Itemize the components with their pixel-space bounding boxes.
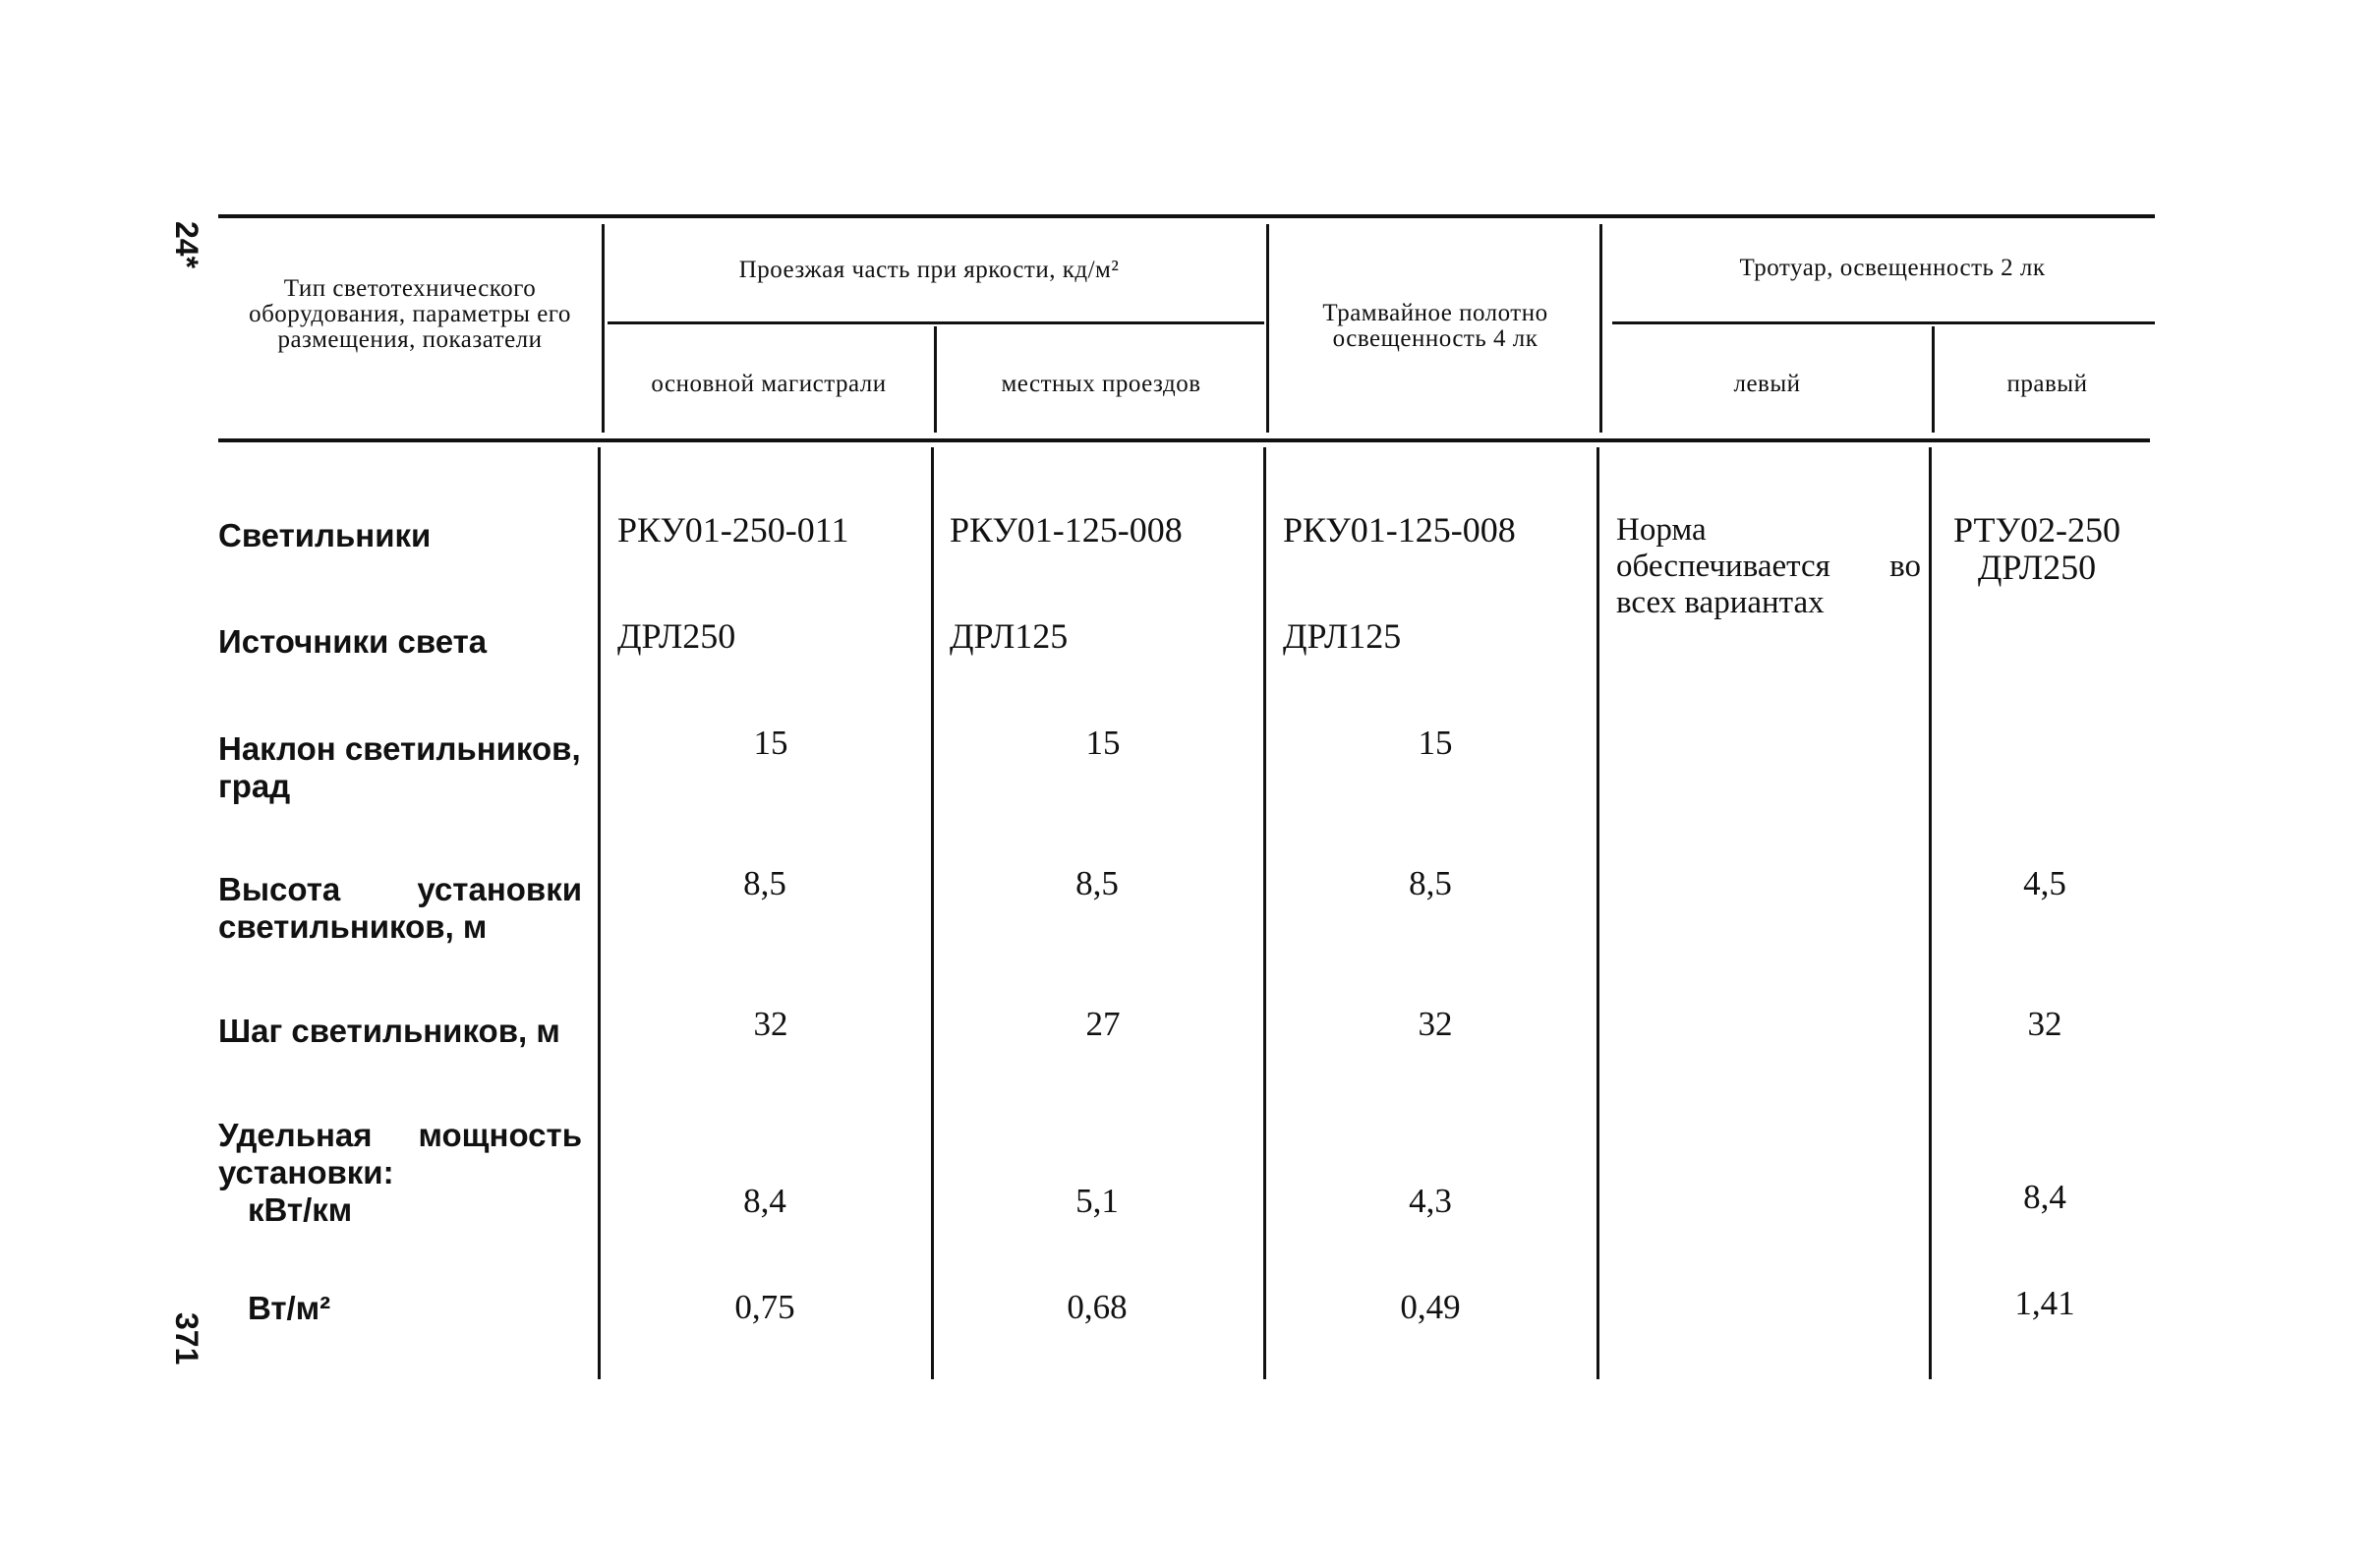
- cell-tram: 0,49: [1400, 1288, 1461, 1326]
- cell-main: 8,5: [743, 864, 786, 902]
- cell-tram: 8,5: [1409, 864, 1452, 902]
- row-label: Светильники: [218, 517, 432, 553]
- cell-main: РКУ01-250-011: [617, 510, 849, 550]
- cell-main: 8,4: [743, 1182, 786, 1220]
- cell-tram: ДРЛ125: [1283, 616, 1402, 656]
- header-divider: [1599, 224, 1602, 433]
- header-col-tram: Трамвайное полотно освещенность 4 лк: [1322, 300, 1548, 352]
- cell-local: ДРЛ125: [950, 616, 1069, 656]
- cell-main: ДРЛ250: [617, 616, 736, 656]
- left-sidewalk-note: Норма обеспечивается во всех вариантах: [1616, 512, 1921, 620]
- header-group-sidewalk: Тротуар, освещенность 2 лк: [1739, 255, 2046, 281]
- cell-right: РТУ02-250 ДРЛ250: [1953, 510, 2120, 587]
- cell-right: 1,41: [2014, 1284, 2075, 1322]
- page-mark-top: 24*: [169, 221, 204, 269]
- header-divider: [602, 224, 605, 433]
- cell-right: 4,5: [2023, 864, 2066, 902]
- header-col-local: местных проездов: [1001, 371, 1201, 397]
- cell-local: РКУ01-125-008: [950, 510, 1183, 550]
- cell-main: 15: [753, 724, 788, 762]
- cell-local: 27: [1085, 1005, 1121, 1043]
- cell-tram: 32: [1418, 1005, 1453, 1043]
- header-divider: [934, 326, 937, 433]
- table-top-rule: [218, 214, 2155, 218]
- header-col-main: основной магистрали: [651, 371, 887, 397]
- row-label: Источники света: [218, 623, 488, 660]
- body-divider: [1596, 447, 1599, 1379]
- body-divider: [598, 447, 601, 1379]
- header-divider: [1932, 326, 1935, 433]
- row-sublabel: кВт/км: [248, 1191, 353, 1228]
- cell-local: 8,5: [1075, 864, 1119, 902]
- road-group-rule: [608, 321, 1264, 324]
- sidewalk-group-rule: [1612, 321, 2155, 324]
- row-label: Вт/м²: [248, 1290, 331, 1326]
- cell-right: 8,4: [2023, 1178, 2066, 1216]
- row-label: Удельная мощность установки:: [218, 1117, 582, 1190]
- cell-local: 15: [1085, 724, 1121, 762]
- header-group-road: Проезжая часть при яркости, кд/м²: [738, 257, 1120, 283]
- cell-main: 32: [753, 1005, 788, 1043]
- header-col-right: правый: [2006, 371, 2088, 397]
- row-label: Высота установки светильников, м: [218, 871, 582, 945]
- row-label: Шаг светильников, м: [218, 1013, 560, 1049]
- cell-tram: 4,3: [1409, 1182, 1452, 1220]
- cell-tram: 15: [1418, 724, 1453, 762]
- cell-local: 0,68: [1067, 1288, 1128, 1326]
- body-divider: [931, 447, 934, 1379]
- cell-right: 32: [2027, 1005, 2062, 1043]
- header-bottom-rule: [218, 438, 2150, 442]
- row-label: Наклон светильников, град: [218, 730, 581, 804]
- header-col0: Тип светотехнического оборудования, параметры его размещения, показатели: [249, 275, 571, 353]
- cell-main: 0,75: [734, 1288, 795, 1326]
- body-divider: [1929, 447, 1932, 1379]
- cell-local: 5,1: [1075, 1182, 1119, 1220]
- cell-tram: РКУ01-125-008: [1283, 510, 1516, 550]
- body-divider: [1263, 447, 1266, 1379]
- header-divider: [1266, 224, 1269, 433]
- header-col-left: левый: [1733, 371, 1801, 397]
- page-number: 371: [169, 1312, 204, 1365]
